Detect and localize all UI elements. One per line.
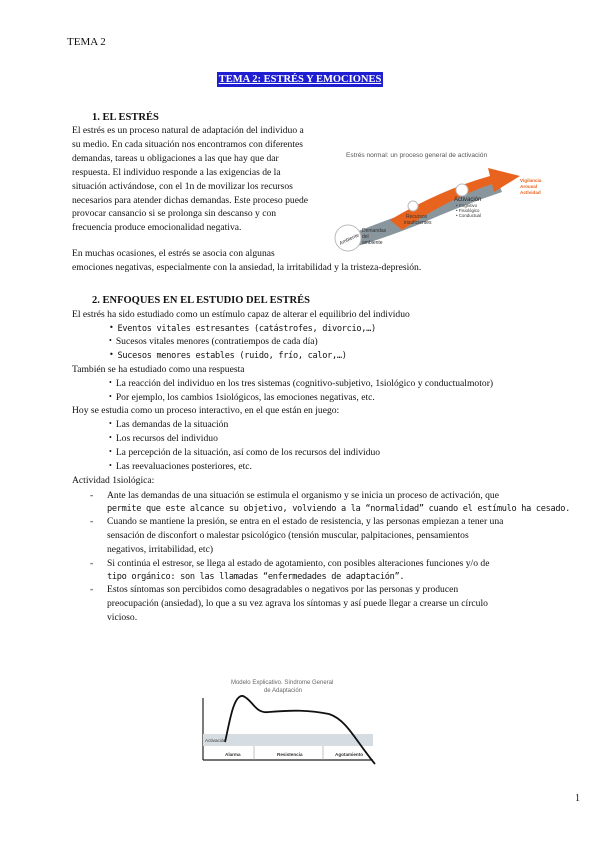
paragraph-line: frecuencia produce emocionalidad negativa. bbox=[72, 222, 242, 234]
activacion-label: Activación bbox=[454, 197, 482, 203]
activation-process-figure bbox=[330, 140, 545, 252]
list-item: • Sucesos menores estables (ruido, frío, calor,…) bbox=[72, 349, 542, 362]
list-item: • Sucesos vitales menores (contratiempos de cada día) bbox=[72, 335, 542, 349]
activity-heading: Actividad 1siológica: bbox=[72, 474, 155, 486]
dash-marker: - bbox=[90, 584, 94, 596]
list-item: • Eventos vitales estresantes (catástrofes, divorcio,…) bbox=[72, 322, 542, 335]
dash-marker: - bbox=[90, 516, 94, 528]
section-1-paragraph bbox=[72, 124, 324, 235]
section-1-heading: 1. EL ESTRÉS bbox=[92, 112, 159, 123]
recursos-label: Recursos insuficientes bbox=[404, 214, 432, 226]
running-header: TEMA 2 bbox=[67, 36, 106, 48]
list-item: • Las demandas de la situación bbox=[72, 418, 542, 432]
baseline-band bbox=[203, 734, 373, 746]
ambiente-label: Ambiente bbox=[338, 232, 361, 247]
list-item-line: permite que este alcance su objetivo, volviendo a la “normalidad” cuando el estímulo ha cesado. bbox=[107, 503, 571, 514]
paragraph-line: su medio. En cada situación nos encontramos con diferentes bbox=[72, 138, 303, 150]
paragraph-line: En muchas ocasiones, el estrés se asocia con algunas bbox=[72, 248, 275, 259]
list-item-line: negativos, irritabilidad, etc) bbox=[107, 544, 214, 556]
list-item-line: sensación de disconfort o malestar psicológico (tensión muscular, palpitaciones, pensamientos bbox=[107, 530, 469, 542]
title-row bbox=[0, 72, 600, 87]
list-item: • La reacción del individuo en los tres sistemas (cognitivo-subjetivo, 1siológico y conductualmotor) bbox=[72, 377, 542, 391]
paragraph-line: El estrés es un proceso natural de adaptación del individuo a bbox=[72, 125, 304, 136]
section-2-body bbox=[72, 308, 571, 625]
document-title: TEMA 2: ESTRÉS Y EMOCIONES bbox=[217, 72, 384, 87]
list-item-line: tipo orgánico: son las llamadas “enfermedades de adaptación”. bbox=[107, 571, 405, 582]
list-item bbox=[72, 515, 542, 557]
figure-2-title: Modelo Explicativo. Síndrome General de Adaptación bbox=[230, 680, 334, 694]
list-item: • Las reevaluaciones posteriores, etc. bbox=[72, 460, 542, 474]
list-item bbox=[72, 583, 542, 625]
paragraph-line: situación activándose, con el 1n de movilizar los recursos bbox=[72, 180, 293, 192]
dash-marker: - bbox=[90, 489, 94, 501]
phase-label-agotamiento: Agotamiento bbox=[335, 752, 364, 757]
phase-label-resistencia: Resistencia bbox=[277, 752, 303, 757]
list-item: • La percepción de la situación, así como de los recursos del individuo bbox=[72, 446, 542, 460]
paragraph-line: emociones negativas, especialmente con la ansiedad, la irritabilidad y la tristeza-depresión. bbox=[72, 261, 422, 273]
paragraph-line: provocar cansancio si se prolonga sin descanso y con bbox=[72, 208, 277, 220]
y-axis-label: Activación bbox=[205, 738, 226, 743]
page-number: 1 bbox=[575, 793, 580, 804]
demandas-label: Demandas del ambiente bbox=[362, 228, 387, 246]
list-item-line: Si continúa el estresor, se llega al estado de agotamiento, con posibles alteraciones funciones y/o de bbox=[107, 557, 490, 569]
list-item-line: Cuando se mantiene la presión, se entra en el estado de resistencia, y las personas empiezan a tener una bbox=[107, 516, 504, 528]
list-item-line: preocupación (ansiedad), lo que a su vez agrava los síntomas y así puede llegar a crearse un círculo bbox=[107, 598, 488, 610]
adaptation-syndrome-figure bbox=[197, 676, 387, 772]
activacion-dot bbox=[456, 184, 468, 196]
list-item bbox=[72, 557, 542, 583]
activity-list bbox=[72, 489, 571, 625]
list-item: • Por ejemplo, los cambios 1siológicos, las emociones negativas, etc. bbox=[72, 391, 542, 405]
paragraph-line: demandas, tareas u obligaciones a las que hay que dar bbox=[72, 152, 279, 164]
list-item bbox=[72, 489, 571, 515]
outcome-labels: Vigilancia Arousal Actividad bbox=[520, 178, 542, 195]
activacion-items: • Cognitivo • Fisiológico • Conductual bbox=[456, 203, 481, 218]
recursos-dot bbox=[408, 201, 418, 211]
list-item-line: Ante las demandas de una situación se estimula el organismo y se inicia un proceso de activación, que bbox=[107, 489, 499, 501]
phase-label-alarma: Alarma bbox=[225, 752, 241, 757]
stimulus-intro: El estrés ha sido estudiado como un estímulo capaz de alterar el equilibrio del individuo bbox=[72, 309, 410, 320]
process-intro: Hoy se estudia como un proceso interactivo, en el que están en juego: bbox=[72, 405, 340, 417]
response-intro: También se ha estudiado como una respuesta bbox=[72, 363, 245, 375]
section-2-heading: 2. ENFOQUES EN EL ESTUDIO DEL ESTRÉS bbox=[92, 295, 310, 306]
figure-1-title: Estrés normal: un proceso general de activación bbox=[346, 152, 488, 159]
dash-marker: - bbox=[90, 557, 94, 569]
list-item: • Los recursos del individuo bbox=[72, 432, 542, 446]
list-item-line: Estos síntomas son percibidos como desagradables o negativos por las personas y producen bbox=[107, 584, 459, 596]
paragraph-line: respuesta. El individuo responde a las exigencias de la bbox=[72, 166, 281, 178]
paragraph-line: necesarios para atender dichas demandas. Este proceso puede bbox=[72, 194, 309, 206]
list-item-line: vicioso. bbox=[107, 612, 138, 624]
